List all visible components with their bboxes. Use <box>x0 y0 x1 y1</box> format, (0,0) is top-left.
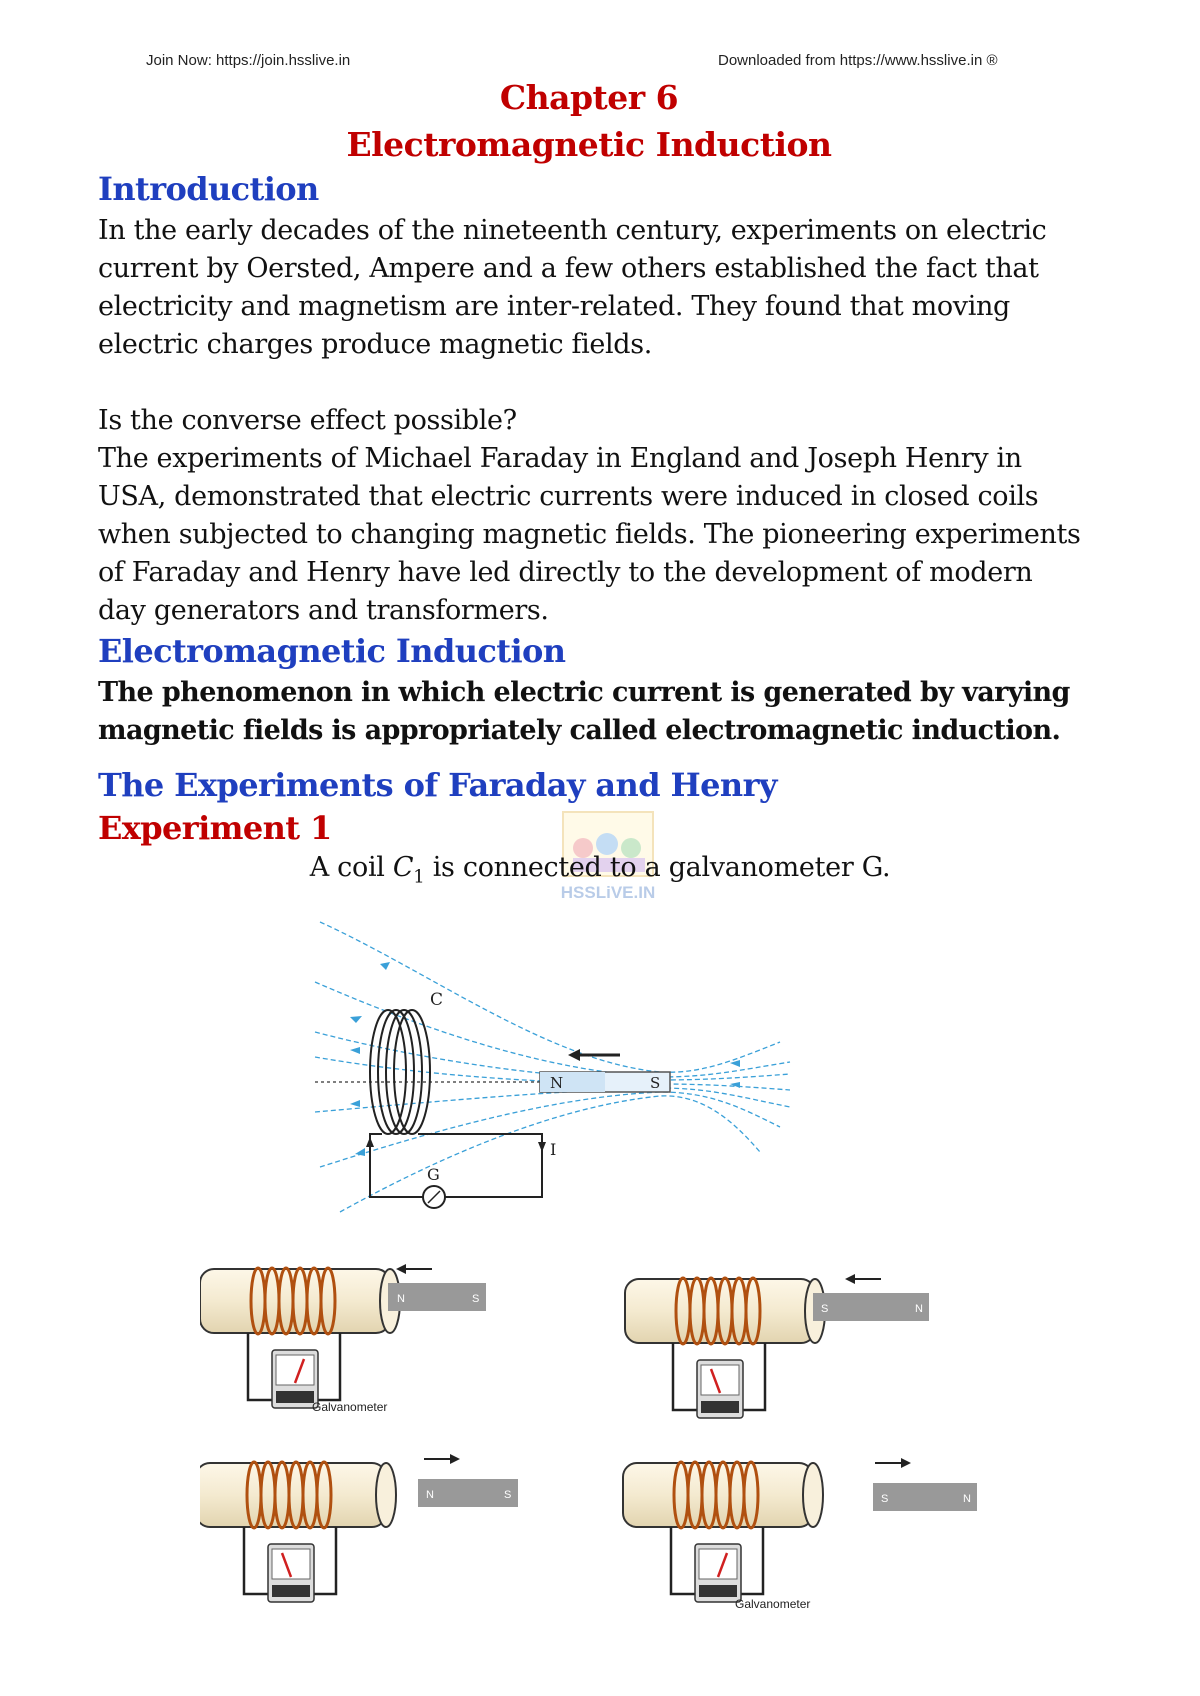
motion-arrow-left-icon <box>396 1264 406 1274</box>
magnet-pole-right: S <box>472 1293 480 1305</box>
magnet-pole-right: S <box>504 1489 512 1501</box>
coil-label: C <box>430 990 444 1010</box>
intro-heading: Introduction <box>98 170 319 208</box>
header-join-link[interactable]: Join Now: https://join.hsslive.in <box>146 52 351 69</box>
intro-line: electricity and magnetism are inter-related. They found that moving <box>98 291 1010 322</box>
intro-line: current by Oersted, Ampere and a few others established the fact that <box>98 253 1039 284</box>
coil-subscript: 1 <box>413 866 425 888</box>
arrow-head-icon <box>350 1047 360 1054</box>
coil-turn <box>394 1010 430 1134</box>
intro-paragraph <box>98 212 1118 364</box>
experiments-heading: The Experiments of Faraday and Henry <box>98 766 777 804</box>
intro-line: In the early decades of the nineteenth century, experiments on electric <box>98 215 1047 246</box>
figure-coil-magnet-diagram <box>310 912 810 1222</box>
current-arrow-down-icon <box>538 1142 546 1152</box>
emi-heading: Electromagnetic Induction <box>98 632 566 670</box>
motion-arrow-right-icon <box>450 1454 460 1464</box>
coil-turn <box>378 1010 414 1134</box>
current-label: I <box>550 1140 557 1159</box>
coil-text-after: is connected to a galvanometer G. <box>424 852 891 883</box>
galvanometer-label: G <box>427 1165 440 1184</box>
converse-question: Is the converse effect possible? <box>98 405 517 436</box>
emi-line: magnetic fields is appropriately called electromagnetic induction. <box>98 715 1061 746</box>
converse-line: USA, demonstrated that electric currents were induced in closed coils <box>98 481 1039 512</box>
solenoid-tube <box>200 1463 386 1527</box>
coil-symbol: C <box>392 852 414 883</box>
header-download-link[interactable]: Downloaded from https://www.hsslive.in ® <box>718 52 998 69</box>
arrow-head-icon <box>380 962 390 970</box>
galvanometer-label: Galvanometer <box>735 1597 811 1611</box>
galvanometer-label: Galvanometer <box>312 1400 388 1414</box>
magnet-pole-right: N <box>963 1493 971 1505</box>
converse-line: when subjected to changing magnetic fields. The pioneering experiments <box>98 519 1081 550</box>
circuit-wire <box>370 1134 542 1197</box>
arrow-head-icon <box>355 1148 365 1156</box>
motion-arrow-left-icon <box>845 1274 855 1284</box>
panel-2 <box>625 1274 929 1418</box>
magnet-pole-left: S <box>881 1493 889 1505</box>
coil-turn <box>370 1010 406 1134</box>
coil-sentence <box>0 852 1200 887</box>
magnet-north-label: N <box>550 1074 564 1092</box>
coil-text-before: A coil <box>309 852 393 883</box>
bar-magnet <box>813 1293 929 1321</box>
magnet-south-label: S <box>650 1074 661 1092</box>
arrow-head-icon <box>730 1060 740 1067</box>
converse-paragraph <box>98 402 1118 630</box>
emi-definition <box>98 674 1118 750</box>
galvanometer-base <box>272 1585 310 1597</box>
chapter-subject: Electromagnetic Induction <box>346 125 832 164</box>
galvanometer-base <box>276 1391 314 1403</box>
watermark-text: HSSLiVE.IN <box>560 883 656 902</box>
arrow-head-icon <box>730 1082 740 1088</box>
chapter-title: Chapter 6 <box>499 78 679 117</box>
magnet-pole-left: N <box>397 1293 405 1305</box>
bar-magnet <box>873 1483 977 1511</box>
panel-1 <box>200 1264 486 1414</box>
converse-line: of Faraday and Henry have led directly to the development of modern <box>98 557 1033 588</box>
magnet-pole-left: N <box>426 1489 434 1501</box>
coil-turn <box>386 1010 422 1134</box>
arrow-head-icon <box>350 1016 362 1023</box>
figure-solenoid-experiments <box>200 1255 1070 1640</box>
coil <box>370 1010 430 1134</box>
panel-4 <box>623 1458 977 1611</box>
panel-3 <box>200 1454 518 1602</box>
motion-arrow-right-icon <box>901 1458 911 1468</box>
arrow-head-icon <box>350 1100 360 1107</box>
experiment-1-heading: Experiment 1 <box>98 809 332 847</box>
magnet-pole-left: S <box>821 1303 829 1315</box>
galvanometer-base <box>701 1401 739 1413</box>
solenoid-end <box>803 1463 823 1527</box>
current-arrow-up-icon <box>366 1137 374 1147</box>
field-arrows <box>350 962 740 1156</box>
solenoid-end <box>376 1463 396 1527</box>
intro-line: electric charges produce magnetic fields. <box>98 329 652 360</box>
converse-line: day generators and transformers. <box>98 595 549 626</box>
magnet-pole-right: N <box>915 1303 923 1315</box>
galvanometer-base <box>699 1585 737 1597</box>
converse-line: The experiments of Michael Faraday in England and Joseph Henry in <box>98 443 1022 474</box>
emi-line: The phenomenon in which electric current is generated by varying <box>98 677 1070 708</box>
